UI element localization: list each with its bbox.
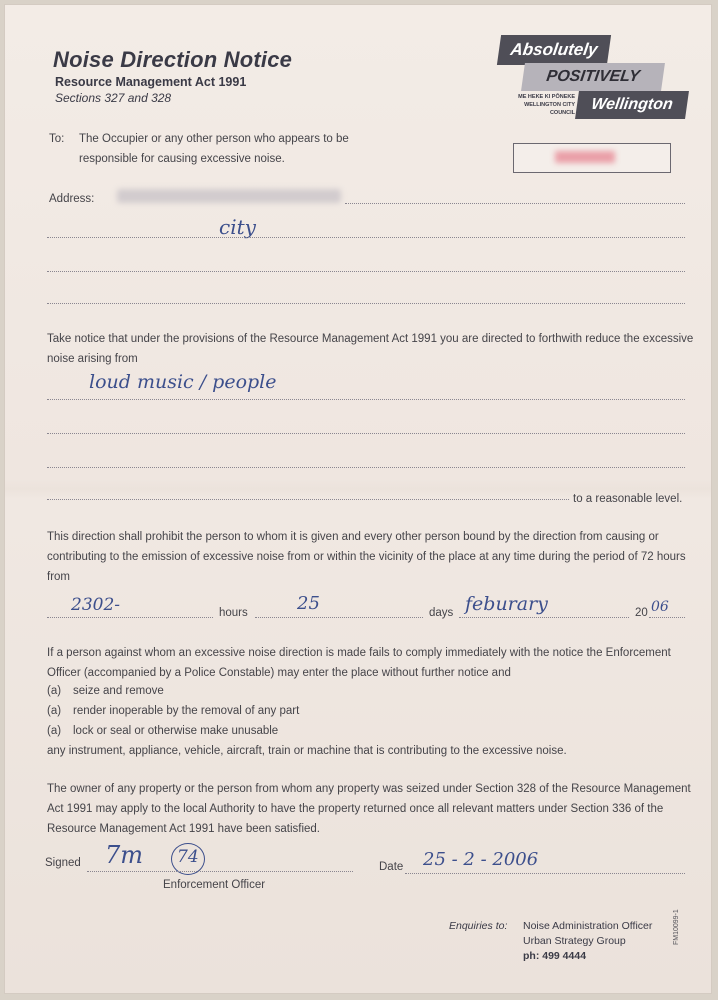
direction-line-3: from [47, 571, 70, 583]
failure-item-2-text: render inoperable by the removal of any part [73, 705, 300, 717]
noise-line-1 [47, 399, 685, 400]
address-line-3 [47, 271, 685, 272]
failure-item-1-marker: (a) [47, 685, 62, 697]
date-line [405, 873, 685, 874]
enquiries-line-3: ph: 499 4444 [523, 950, 587, 962]
hours-label: hours [219, 607, 248, 619]
month-value: feburary [465, 593, 548, 615]
officer-label: Enforcement Officer [163, 879, 266, 891]
failure-item-3-text: lock or seal or otherwise make unusable [73, 725, 279, 737]
officer-number: 74 [177, 847, 199, 867]
notice-line-2: noise arising from [47, 353, 138, 365]
address-line-2 [47, 237, 685, 238]
logo-council-text [503, 93, 575, 117]
act-subtitle: Resource Management Act 1991 [55, 75, 247, 89]
signed-label: Signed [45, 857, 81, 869]
direction-line-2: contributing to the emission of excessive noise from or within the vicinity of the place at any time during the period of 72 hours [47, 551, 686, 563]
enquiries-line-2: Urban Strategy Group [523, 935, 626, 947]
hours-line [47, 617, 213, 618]
date-label: Date [379, 861, 404, 873]
failure-item-3-marker: (a) [47, 725, 62, 737]
noise-source-handwritten: loud music / people [89, 371, 277, 393]
logo-absolutely: Absolutely [497, 35, 611, 65]
year-prefix: 20 [635, 607, 648, 619]
page-title: Noise Direction Notice [53, 47, 293, 72]
month-line [459, 617, 629, 618]
sections-subtitle: Sections 327 and 328 [55, 91, 172, 105]
noise-line-2 [47, 433, 685, 434]
failure-closing: any instrument, appliance, vehicle, aircraft, train or machine that is contributing to the excessive noise. [47, 745, 567, 757]
address-line-1 [345, 203, 685, 204]
reasonable-level-text: to a reasonable level. [573, 493, 683, 505]
notice-line-1: Take notice that under the provisions of the Resource Management Act 1991 you are directed to forthwith reduce the excessive [47, 333, 694, 345]
date-value: 25 - 2 - 2006 [423, 849, 539, 870]
address-redacted [117, 189, 341, 203]
to-label: To: [49, 133, 65, 145]
year-suffix: 06 [651, 599, 669, 615]
owner-line-2: Act 1991 may apply to the local Authority to have the property returned once all relevant matters under Section 336 of the [47, 803, 664, 815]
to-line-1: The Occupier or any other person who appears to be [79, 133, 349, 145]
notice-paper [4, 4, 712, 994]
to-line-2: responsible for causing excessive noise. [79, 153, 285, 165]
address-line-4 [47, 303, 685, 304]
days-label: days [429, 607, 454, 619]
noise-line-3 [47, 467, 685, 468]
direction-line-1: This direction shall prohibit the person to whom it is given and every other person bound by the direction from causing or [47, 531, 659, 543]
signature-mark: 7m [105, 841, 144, 869]
failure-line-2: Officer (accompanied by a Police Constable) may enter the place without further notice and [47, 667, 511, 679]
reference-redacted [555, 151, 615, 163]
failure-item-2-marker: (a) [47, 705, 62, 717]
address-handwritten: city [219, 215, 256, 239]
address-label: Address: [49, 193, 95, 205]
days-value: 25 [297, 593, 320, 614]
owner-line-1: The owner of any property or the person from whom any property was seized under Section 328 of the Resource Management [47, 783, 691, 795]
enquiries-line-1: Noise Administration Officer [523, 920, 653, 932]
failure-item-1-text: seize and remove [73, 685, 164, 697]
logo-positively: POSITIVELY [521, 63, 665, 91]
days-line [255, 617, 423, 618]
form-code: FM10099-1 [673, 909, 680, 945]
hours-value: 2302- [71, 595, 121, 615]
enquiries-label: Enquiries to: [449, 920, 508, 932]
logo-council: WELLINGTON CITY COUNCIL [524, 102, 575, 116]
signature-line [87, 871, 353, 872]
noise-line-4 [47, 499, 569, 500]
logo-maori: ME HEKE KI PŌNEKE [518, 94, 575, 100]
year-line [649, 617, 685, 618]
owner-line-3: Resource Management Act 1991 have been satisfied. [47, 823, 320, 835]
failure-line-1: If a person against whom an excessive noise direction is made fails to comply immediately with the notice the Enforcement [47, 647, 671, 659]
logo-wellington: Wellington [575, 91, 689, 119]
